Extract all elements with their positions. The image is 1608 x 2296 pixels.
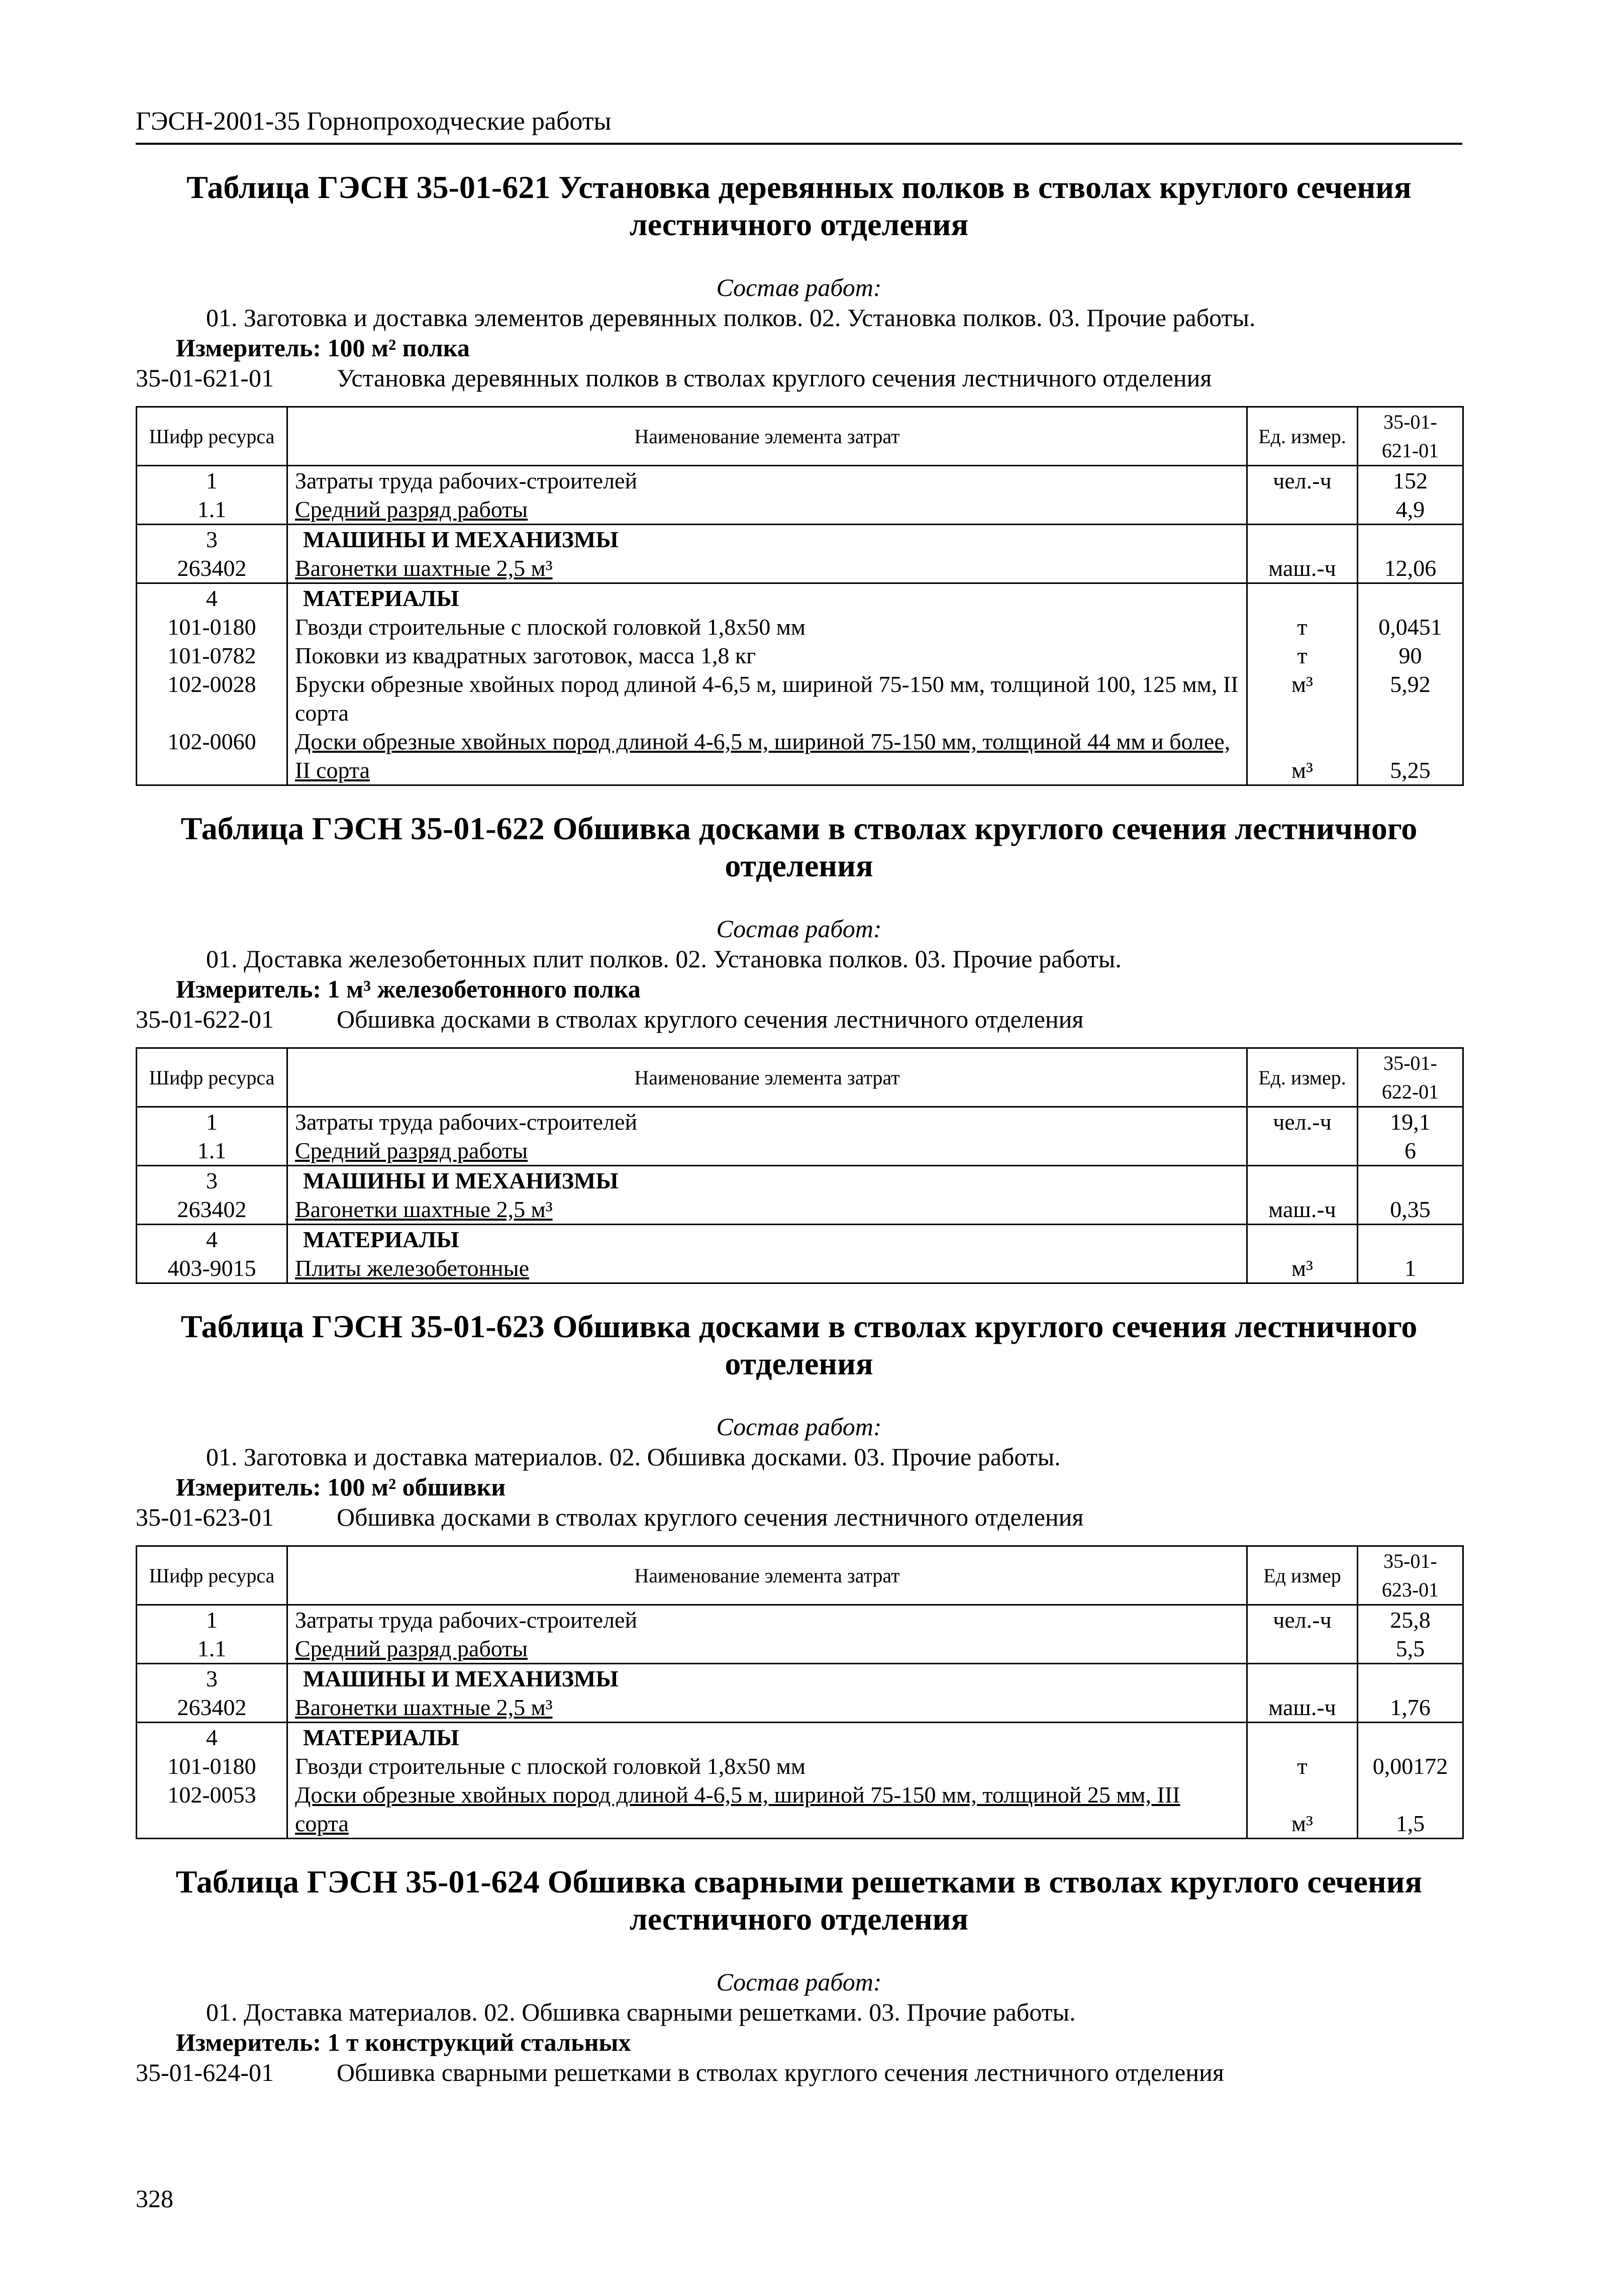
resource-name: Средний разряд работы — [287, 1634, 1247, 1664]
resource-unit — [1247, 583, 1358, 613]
measure-value: 1 м³ железобетонного полка — [327, 975, 641, 1003]
measure-line — [136, 333, 1462, 363]
norm-code: 35-01-622-01 — [136, 1005, 274, 1033]
resource-unit: м³ — [1247, 670, 1358, 727]
resource-value: 12,06 — [1358, 554, 1463, 583]
resource-unit: т — [1247, 641, 1358, 670]
resource-value: 4,9 — [1358, 495, 1463, 525]
section-title-line: отделения — [725, 848, 873, 883]
resource-value — [1358, 583, 1463, 613]
col-unit-header: Ед измер — [1247, 1546, 1358, 1605]
works-list: 01. Доставка железобетонных плит полков. 02. Установка полков. 03. Прочие работы. — [206, 945, 1122, 973]
resource-unit — [1247, 1723, 1358, 1752]
resource-value: 6 — [1358, 1136, 1463, 1166]
resource-name: Затраты труда рабочих-строителей — [287, 466, 1247, 495]
resource-value: 0,35 — [1358, 1195, 1463, 1225]
resource-name: МАТЕРИАЛЫ — [287, 1723, 1247, 1752]
sections-container — [136, 169, 1462, 2087]
resource-value: 1,76 — [1358, 1693, 1463, 1723]
resource-name: Гвозди строительные с плоской головкой 1,8x50 мм — [287, 613, 1247, 641]
resource-table — [136, 1545, 1464, 1839]
col-code-header: Шифр ресурса — [137, 1048, 287, 1107]
col-name-header: Наименование элемента затрат — [287, 1546, 1247, 1605]
table-row — [137, 641, 1463, 670]
resource-name: МАТЕРИАЛЫ — [287, 1225, 1247, 1254]
resource-code: 263402 — [137, 1693, 287, 1723]
table-group — [137, 1166, 1463, 1225]
section-title — [136, 169, 1462, 243]
table-row — [137, 554, 1463, 583]
resource-value: 19,1 — [1358, 1107, 1463, 1137]
resource-code: 1 — [137, 1107, 287, 1137]
resource-code: 3 — [137, 525, 287, 554]
table-row — [137, 495, 1463, 525]
resource-unit: м³ — [1247, 1780, 1358, 1839]
resource-name: Затраты труда рабочих-строителей — [287, 1107, 1247, 1137]
table-row — [137, 1780, 1463, 1839]
table-row — [137, 525, 1463, 554]
resource-code: 102-0053 — [137, 1780, 287, 1839]
resource-value — [1358, 525, 1463, 554]
resource-code: 101-0180 — [137, 1752, 287, 1780]
composition-label: Состав работ: — [716, 273, 882, 302]
col-name-header: Наименование элемента затрат — [287, 1048, 1247, 1107]
norm-section — [136, 810, 1462, 1284]
col-code-header: Шифр ресурса — [137, 1546, 287, 1605]
composition-label: Состав работ: — [716, 1413, 882, 1441]
table-row — [137, 1195, 1463, 1225]
resource-name: МАШИНЫ И МЕХАНИЗМЫ — [287, 525, 1247, 554]
measure-label: Измеритель: — [176, 2028, 322, 2056]
resource-code: 4 — [137, 583, 287, 613]
resource-code: 1 — [137, 466, 287, 495]
table-group — [137, 1107, 1463, 1166]
resource-value: 1,5 — [1358, 1780, 1463, 1839]
resource-unit: чел.-ч — [1247, 1107, 1358, 1137]
resource-name: Поковки из квадратных заготовок, масса 1,8 кг — [287, 641, 1247, 670]
resource-value: 25,8 — [1358, 1605, 1463, 1635]
resource-code: 102-0028 — [137, 670, 287, 727]
norm-code-row — [136, 1502, 1462, 1532]
measure-line — [136, 1472, 1462, 1502]
norm-code: 35-01-624-01 — [136, 2058, 274, 2086]
resource-value: 90 — [1358, 641, 1463, 670]
table-group — [137, 466, 1463, 525]
resource-name: Средний разряд работы — [287, 1136, 1247, 1166]
table-row — [137, 1225, 1463, 1254]
resource-unit — [1247, 1166, 1358, 1195]
col-unit-header: Ед. измер. — [1247, 407, 1358, 466]
measure-label: Измеритель: — [176, 1473, 322, 1501]
table-row — [137, 670, 1463, 727]
col-unit-header: Ед. измер. — [1247, 1048, 1358, 1107]
resource-name: Доски обрезные хвойных пород длиной 4-6,5 м, шириной 75-150 мм, толщиной 44 мм и более, II сорта — [287, 727, 1247, 785]
col-name-header: Наименование элемента затрат — [287, 407, 1247, 466]
resource-name: Бруски обрезные хвойных пород длиной 4-6,5 м, шириной 75-150 мм, толщиной 100, 125 мм, II сорта — [287, 670, 1247, 727]
resource-name: Плиты железобетонные — [287, 1254, 1247, 1283]
resource-code: 3 — [137, 1166, 287, 1195]
resource-name: Вагонетки шахтные 2,5 м³ — [287, 1195, 1247, 1225]
norm-description: Обшивка досками в стволах круглого сечения лестничного отделения — [337, 1005, 1084, 1033]
resource-unit: чел.-ч — [1247, 1605, 1358, 1635]
resource-unit — [1247, 1136, 1358, 1166]
resource-unit — [1247, 525, 1358, 554]
resource-code: 263402 — [137, 1195, 287, 1225]
resource-value: 5,25 — [1358, 727, 1463, 785]
norm-code-row — [136, 1004, 1462, 1034]
resource-unit: чел.-ч — [1247, 466, 1358, 495]
resource-code: 1.1 — [137, 495, 287, 525]
table-group — [137, 1664, 1463, 1723]
running-header: ГЭСН-2001-35 Горнопроходческие работы — [136, 106, 1462, 145]
col-norm-header: 35-01-623-01 — [1358, 1546, 1463, 1605]
composition-label: Состав работ: — [716, 915, 882, 943]
page-number: 328 — [136, 2184, 173, 2213]
section-title-line: Таблица ГЭСН 35-01-622 Обшивка досками в стволах круглого сечения лестничного — [180, 811, 1418, 846]
table-row — [137, 1254, 1463, 1283]
norm-description: Установка деревянных полков в стволах круглого сечения лестничного отделения — [337, 364, 1212, 392]
resource-value — [1358, 1166, 1463, 1195]
norm-description: Обшивка сварными решетками в стволах круглого сечения лестничного отделения — [337, 2058, 1224, 2086]
resource-name: Гвозди строительные с плоской головкой 1,8x50 мм — [287, 1752, 1247, 1780]
table-row — [137, 1605, 1463, 1635]
norm-section — [136, 169, 1462, 786]
table-row — [137, 1136, 1463, 1166]
resource-name: МАТЕРИАЛЫ — [287, 583, 1247, 613]
table-header-row — [137, 1546, 1463, 1605]
resource-name: МАШИНЫ И МЕХАНИЗМЫ — [287, 1664, 1247, 1693]
resource-table — [136, 1047, 1464, 1284]
section-title — [136, 1308, 1462, 1382]
section-title-line: отделения — [725, 1346, 873, 1381]
measure-value: 100 м² полка — [327, 334, 470, 362]
table-header-row — [137, 1048, 1463, 1107]
resource-unit — [1247, 1225, 1358, 1254]
table-row — [137, 1693, 1463, 1723]
works-list: 01. Заготовка и доставка элементов деревянных полков. 02. Установка полков. 03. Прочие работы. — [206, 304, 1256, 332]
resource-table — [136, 406, 1464, 786]
col-code-header: Шифр ресурса — [137, 407, 287, 466]
table-row — [137, 727, 1463, 785]
document-page — [136, 106, 1462, 2087]
table-group — [137, 1605, 1463, 1664]
resource-value: 0,00172 — [1358, 1752, 1463, 1780]
norm-code-row — [136, 363, 1462, 393]
resource-name: Затраты труда рабочих-строителей — [287, 1605, 1247, 1635]
section-title-line: лестничного отделения — [629, 1901, 969, 1937]
table-header-row — [137, 407, 1463, 466]
resource-code: 1.1 — [137, 1634, 287, 1664]
section-title-line: Таблица ГЭСН 35-01-623 Обшивка досками в стволах круглого сечения лестничного — [180, 1309, 1418, 1344]
measure-value: 1 т конструкций стальных — [327, 2028, 631, 2056]
resource-unit — [1247, 1664, 1358, 1693]
composition-label: Состав работ: — [716, 1968, 882, 1996]
table-row — [137, 1752, 1463, 1780]
measure-line — [136, 2027, 1462, 2057]
table-group — [137, 583, 1463, 785]
table-group — [137, 1225, 1463, 1283]
resource-value: 1 — [1358, 1254, 1463, 1283]
norm-description: Обшивка досками в стволах круглого сечения лестничного отделения — [337, 1503, 1084, 1531]
section-title-line: Таблица ГЭСН 35-01-624 Обшивка сварными решетками в стволах круглого сечения — [175, 1864, 1423, 1900]
section-title — [136, 1863, 1462, 1938]
resource-unit: маш.-ч — [1247, 1693, 1358, 1723]
norm-code: 35-01-621-01 — [136, 364, 274, 392]
norm-section — [136, 1308, 1462, 1839]
col-norm-header: 35-01-621-01 — [1358, 407, 1463, 466]
resource-code: 102-0060 — [137, 727, 287, 785]
resource-code: 263402 — [137, 554, 287, 583]
resource-name: МАШИНЫ И МЕХАНИЗМЫ — [287, 1166, 1247, 1195]
resource-unit — [1247, 495, 1358, 525]
table-row — [137, 613, 1463, 641]
resource-value: 152 — [1358, 466, 1463, 495]
section-title — [136, 810, 1462, 884]
resource-unit: маш.-ч — [1247, 554, 1358, 583]
resource-unit: м³ — [1247, 1254, 1358, 1283]
norm-code-row — [136, 2057, 1462, 2087]
table-group — [137, 1723, 1463, 1839]
measure-label: Измеритель: — [176, 334, 322, 362]
table-group — [137, 525, 1463, 583]
table-row — [137, 466, 1463, 495]
resource-value — [1358, 1225, 1463, 1254]
table-row — [137, 583, 1463, 613]
resource-unit — [1247, 1634, 1358, 1664]
resource-name: Вагонетки шахтные 2,5 м³ — [287, 1693, 1247, 1723]
resource-code: 1.1 — [137, 1136, 287, 1166]
resource-code: 101-0782 — [137, 641, 287, 670]
resource-unit: маш.-ч — [1247, 1195, 1358, 1225]
resource-value — [1358, 1664, 1463, 1693]
resource-value: 5,92 — [1358, 670, 1463, 727]
resource-code: 101-0180 — [137, 613, 287, 641]
measure-line — [136, 974, 1462, 1004]
resource-value: 5,5 — [1358, 1634, 1463, 1664]
resource-name: Вагонетки шахтные 2,5 м³ — [287, 554, 1247, 583]
col-norm-header: 35-01-622-01 — [1358, 1048, 1463, 1107]
works-list: 01. Доставка материалов. 02. Обшивка сварными решетками. 03. Прочие работы. — [206, 1998, 1076, 2026]
table-row — [137, 1166, 1463, 1195]
resource-name: Доски обрезные хвойных пород длиной 4-6,5 м, шириной 75-150 мм, толщиной 25 мм, III сорта — [287, 1780, 1247, 1839]
table-row — [137, 1664, 1463, 1693]
section-title-line: лестничного отделения — [629, 207, 969, 242]
table-row — [137, 1723, 1463, 1752]
resource-unit: т — [1247, 613, 1358, 641]
resource-name: Средний разряд работы — [287, 495, 1247, 525]
works-list: 01. Заготовка и доставка материалов. 02. Обшивка досками. 03. Прочие работы. — [206, 1443, 1061, 1471]
norm-code: 35-01-623-01 — [136, 1503, 274, 1531]
resource-code: 403-9015 — [137, 1254, 287, 1283]
resource-value — [1358, 1723, 1463, 1752]
table-row — [137, 1107, 1463, 1137]
resource-code: 1 — [137, 1605, 287, 1635]
resource-unit: м³ — [1247, 727, 1358, 785]
resource-unit: т — [1247, 1752, 1358, 1780]
resource-code: 4 — [137, 1225, 287, 1254]
measure-value: 100 м² обшивки — [327, 1473, 506, 1501]
measure-label: Измеритель: — [176, 975, 322, 1003]
resource-code: 3 — [137, 1664, 287, 1693]
table-row — [137, 1634, 1463, 1664]
resource-value: 0,0451 — [1358, 613, 1463, 641]
norm-section — [136, 1863, 1462, 2087]
resource-code: 4 — [137, 1723, 287, 1752]
section-title-line: Таблица ГЭСН 35-01-621 Установка деревянных полков в стволах круглого сечения — [186, 169, 1412, 205]
